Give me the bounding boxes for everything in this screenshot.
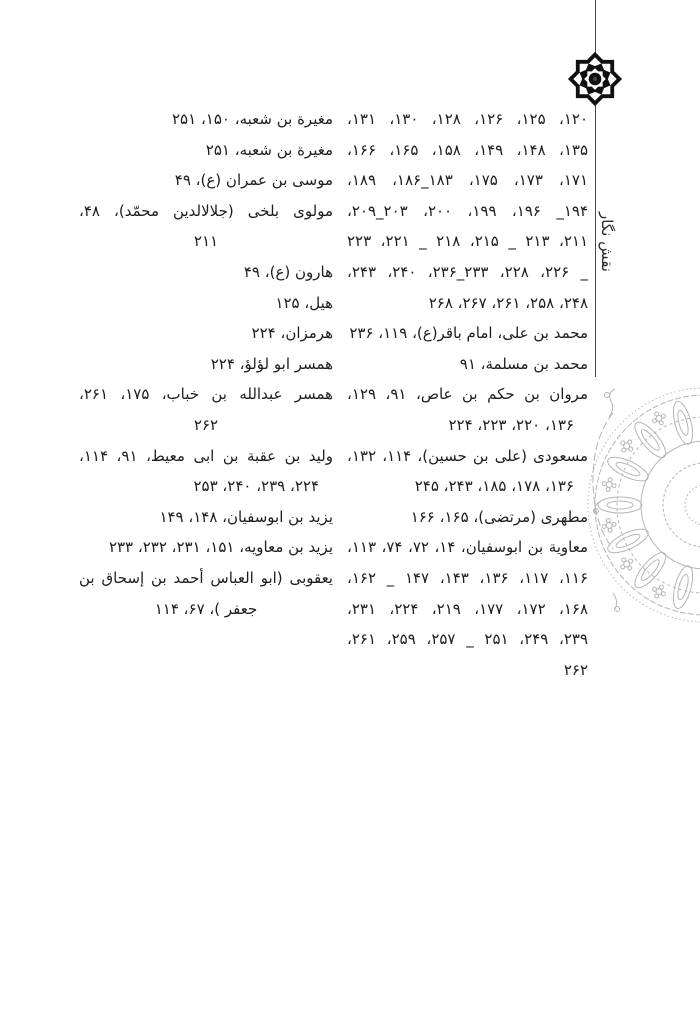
index-entry: مسعودی (علی بن حسین)، ۱۱۴، ۱۳۲،	[347, 446, 588, 465]
index-entry: مطهری (مرتضی)، ۱۶۵، ۱۶۶	[410, 507, 588, 526]
index-line: ۱۹۴_ ۱۹۶، ۱۹۹، ۲۰۰، ۲۰۳_۲۰۹،	[347, 201, 589, 220]
floral-watermark-svg	[583, 383, 700, 627]
star-ornament-icon	[566, 50, 624, 108]
index-entry: یزید بن ابوسفیان، ۱۴۸، ۱۴۹	[159, 507, 333, 526]
margin-running-title: نقش نگار	[598, 212, 616, 272]
index-line: ۱۳۶، ۲۲۰، ۲۲۳، ۲۲۴	[448, 415, 574, 434]
index-entry: یزید بن معاویه، ۱۵۱، ۲۳۱، ۲۳۲، ۲۳۳	[108, 538, 333, 557]
index-entry: یعقوبی (ابو العباس أحمد بن إسحاق بن	[79, 568, 333, 587]
index-line: ۲۲۴، ۲۳۹، ۲۴۰، ۲۵۳	[193, 477, 319, 496]
index-entry: موسی بن عمران (ع)، ۴۹	[174, 171, 333, 190]
index-line: _ ۲۲۶، ۲۲۸، ۲۳۳_۲۳۶، ۲۴۰، ۲۴۳،	[347, 262, 589, 281]
index-line: ۱۲۰، ۱۲۵، ۱۲۶، ۱۲۸، ۱۳۰، ۱۳۱،	[347, 110, 589, 128]
index-entry: مغيرة بن شعبه، ۲۵۱	[205, 140, 333, 159]
index-column-left	[79, 104, 333, 624]
index-entry: محمد بن مسلمة، ۹۱	[459, 354, 588, 373]
index-entry: هارون (ع)، ۴۹	[243, 262, 333, 281]
index-entry: هیل، ۱۲۵	[275, 293, 333, 312]
index-entry: همسر عبدالله بن خباب، ۱۷۵، ۲۶۱،	[79, 385, 333, 404]
index-entry: مروان بن حکم بن عاص، ۹۱، ۱۲۹،	[347, 385, 588, 404]
index-column-right	[347, 104, 588, 685]
index-entry: هرمزان، ۲۲۴	[251, 324, 333, 343]
index-line: ۲۱۱	[193, 232, 219, 251]
index-line: ۲۳۹، ۲۴۹، ۲۵۱ _ ۲۵۷، ۲۵۹، ۲۶۱،	[347, 630, 589, 649]
index-line: ۲۴۸، ۲۵۸، ۲۶۱، ۲۶۷، ۲۶۸	[428, 293, 588, 312]
index-entry: مولوی بلخی (جلالالدین محمّد)، ۴۸،	[79, 201, 333, 220]
index-entry: محمد بن علی، امام باقر(ع)، ۱۱۹، ۲۳۶	[349, 324, 588, 343]
index-entry: همسر ابو لؤلؤ، ۲۲۴	[210, 354, 333, 373]
index-entry: معاویة بن ابوسفیان، ۱۴، ۷۲، ۷۴، ۱۱۳،	[347, 538, 589, 557]
index-line: ۱۳۵، ۱۴۸، ۱۴۹، ۱۵۸، ۱۶۵، ۱۶۶،	[347, 140, 589, 159]
star-ornament-svg	[566, 50, 624, 108]
index-line: ۱۶۸، ۱۷۲، ۱۷۷، ۲۱۹، ۲۲۴، ۲۳۱،	[347, 599, 589, 618]
index-line: ۱۷۱، ۱۷۳، ۱۷۵، ۱۸۳_۱۸۶، ۱۸۹،	[347, 171, 588, 190]
index-line: ۱۳۶، ۱۷۸، ۱۸۵، ۲۴۳، ۲۴۵	[414, 477, 574, 496]
index-entry: ولید بن عقبة بن ابی معیط، ۹۱، ۱۱۴،	[79, 446, 334, 465]
index-line: ۱۱۶، ۱۱۷، ۱۳۶، ۱۴۳، ۱۴۷ _ ۱۶۲،	[347, 568, 589, 587]
index-entry: مغيرة بن شعبه، ۱۵۰، ۲۵۱	[172, 110, 333, 128]
index-line: ۲۶۲	[563, 660, 588, 679]
index-line: ۲۶۲	[193, 415, 219, 434]
index-line: جعفر )، ۶۷، ۱۱۴	[154, 599, 258, 618]
floral-watermark	[583, 383, 700, 627]
index-line: ۲۱۱، ۲۱۳ _ ۲۱۵، ۲۱۸ _ ۲۲۱، ۲۲۳	[347, 232, 589, 251]
